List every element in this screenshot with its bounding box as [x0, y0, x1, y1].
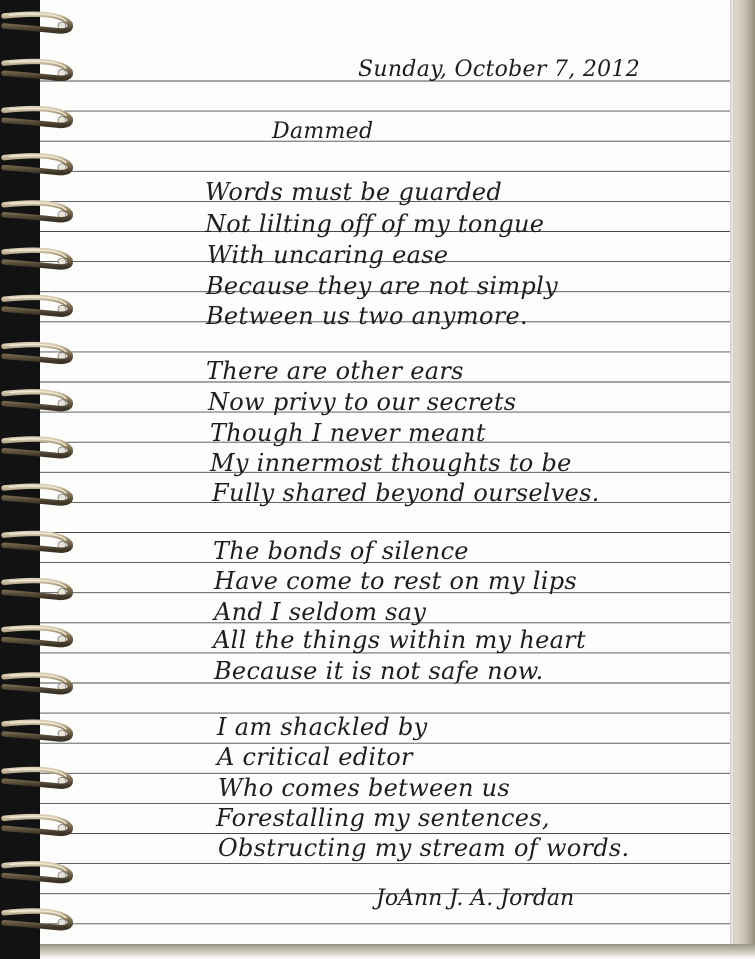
poem-line: All the things within my heart — [213, 626, 586, 654]
author-signature: JoAnn J. A. Jordan — [376, 886, 575, 911]
poem-line: Not lilting off of my tongue — [205, 210, 545, 238]
poem-title: Dammed — [272, 119, 374, 144]
entry-date: Sunday, October 7, 2012 — [358, 57, 641, 82]
poem-line: Words must be guarded — [205, 178, 503, 206]
poem-line: I am shackled by — [217, 713, 428, 741]
poem-line: Between us two anymore. — [206, 302, 528, 330]
poem-line: Now privy to our secrets — [208, 388, 517, 416]
poem-line: Have come to rest on my lips — [214, 567, 578, 595]
poem-line: Though I never meant — [210, 419, 486, 447]
poem-line: Forestalling my sentences, — [216, 804, 550, 832]
poem-line: Obstructing my stream of words. — [218, 834, 630, 862]
poem-line: A critical editor — [217, 743, 413, 771]
poem-line: Because it is not safe now. — [214, 657, 544, 685]
poem-line: The bonds of silence — [213, 537, 469, 565]
poem-line: And I seldom say — [214, 598, 427, 626]
poem-line: Fully shared beyond ourselves. — [212, 479, 600, 507]
poem-line: With uncaring ease — [207, 241, 449, 269]
poem-line: There are other ears — [206, 357, 464, 385]
poem-line: Because they are not simply — [206, 272, 558, 300]
poem-line: Who comes between us — [218, 774, 511, 802]
poem-line: My innermost thoughts to be — [210, 449, 572, 477]
